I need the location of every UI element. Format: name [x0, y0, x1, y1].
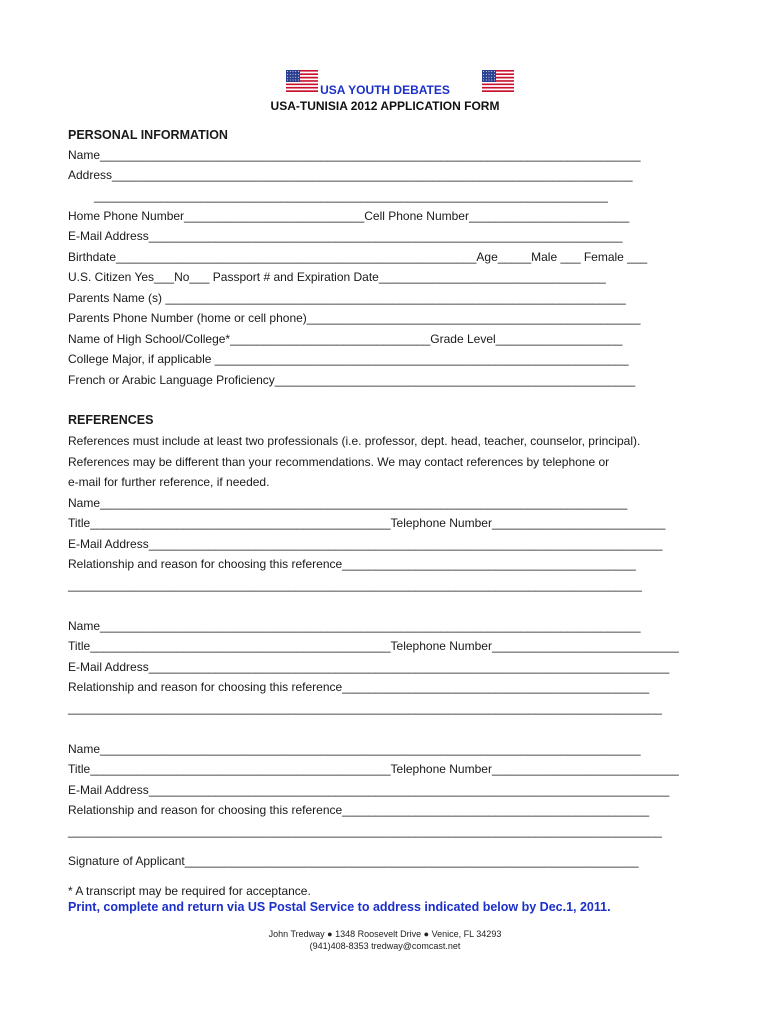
reference-3-relationship-field[interactable]: Relationship and reason for choosing this reference______________________________________________	[68, 803, 650, 817]
reference-3-title-phone-fields[interactable]: Title_____________________________________________Telephone Number____________________________	[68, 762, 679, 776]
address-field[interactable]: Address______________________________________________________________________________	[68, 168, 633, 182]
references-intro-line: References may be different than your recommendations. We may contact references by telephone or	[68, 455, 610, 469]
reference-2-name-field[interactable]: Name_________________________________________________________________________________	[68, 619, 641, 633]
references-intro-line: References must include at least two professionals (i.e. professor, dept. head, teacher, counselor, principal).	[68, 434, 641, 448]
reference-2-relationship-line-2[interactable]: _________________________________________________________________________________________	[68, 701, 662, 715]
parents-name-field[interactable]: Parents Name (s) _____________________________________________________________________	[68, 291, 626, 305]
language-proficiency-field[interactable]: French or Arabic Language Proficiency______________________________________________________	[68, 373, 636, 387]
citizenship-passport-fields[interactable]: U.S. Citizen Yes___No___ Passport # and Expiration Date__________________________________	[68, 270, 606, 284]
parents-phone-field[interactable]: Parents Phone Number (home or cell phone)__________________________________________________	[68, 311, 641, 325]
reference-1-relationship-field[interactable]: Relationship and reason for choosing this reference____________________________________________	[68, 557, 636, 571]
college-major-field[interactable]: College Major, if applicable ______________________________________________________________	[68, 352, 629, 366]
email-field[interactable]: E-Mail Address_______________________________________________________________________	[68, 229, 623, 243]
birthdate-age-gender-fields[interactable]: Birthdate______________________________________________________Age_____Male ___ Female ___	[68, 250, 648, 264]
reference-3-name-field[interactable]: Name_________________________________________________________________________________	[68, 742, 641, 756]
form-title: USA YOUTH DEBATES	[320, 83, 450, 97]
reference-2-title-phone-fields[interactable]: Title_____________________________________________Telephone Number____________________________	[68, 639, 679, 653]
form-subtitle: USA-TUNISIA 2012 APPLICATION FORM	[270, 99, 500, 113]
transcript-note: * A transcript may be required for acceptance.	[68, 884, 311, 898]
phone-fields[interactable]: Home Phone Number___________________________Cell Phone Number________________________	[68, 209, 630, 223]
reference-1-name-field[interactable]: Name_______________________________________________________________________________	[68, 496, 628, 510]
school-grade-fields[interactable]: Name of High School/College*______________________________Grade Level___________________	[68, 332, 623, 346]
reference-2-email-field[interactable]: E-Mail Address______________________________________________________________________________	[68, 660, 670, 674]
name-field[interactable]: Name_________________________________________________________________________________	[68, 148, 641, 162]
reference-1-title-phone-fields[interactable]: Title_____________________________________________Telephone Number__________________________	[68, 516, 666, 530]
return-instructions: Print, complete and return via US Postal Service to address indicated below by Dec.1, 2011.	[68, 900, 611, 914]
reference-1-email-field[interactable]: E-Mail Address_____________________________________________________________________________	[68, 537, 663, 551]
reference-3-email-field[interactable]: E-Mail Address______________________________________________________________________________	[68, 783, 670, 797]
address-line-2-field[interactable]: _____________________________________________________________________________	[94, 189, 608, 203]
footer-contact: (941)408-8353 tredway@comcast.net	[309, 941, 461, 951]
references-intro-line: e-mail for further reference, if needed.	[68, 475, 270, 489]
footer-address: John Tredway ● 1348 Roosevelt Drive ● Venice, FL 34293	[268, 929, 502, 939]
reference-1-relationship-line-2[interactable]: ______________________________________________________________________________________	[68, 578, 642, 592]
signature-field[interactable]: Signature of Applicant____________________________________________________________________	[68, 854, 639, 868]
references-heading: REFERENCES	[68, 413, 154, 427]
reference-3-relationship-line-2[interactable]: _________________________________________________________________________________________	[68, 824, 662, 838]
personal-info-heading: PERSONAL INFORMATION	[68, 128, 228, 142]
reference-2-relationship-field[interactable]: Relationship and reason for choosing this reference______________________________________________	[68, 680, 650, 694]
